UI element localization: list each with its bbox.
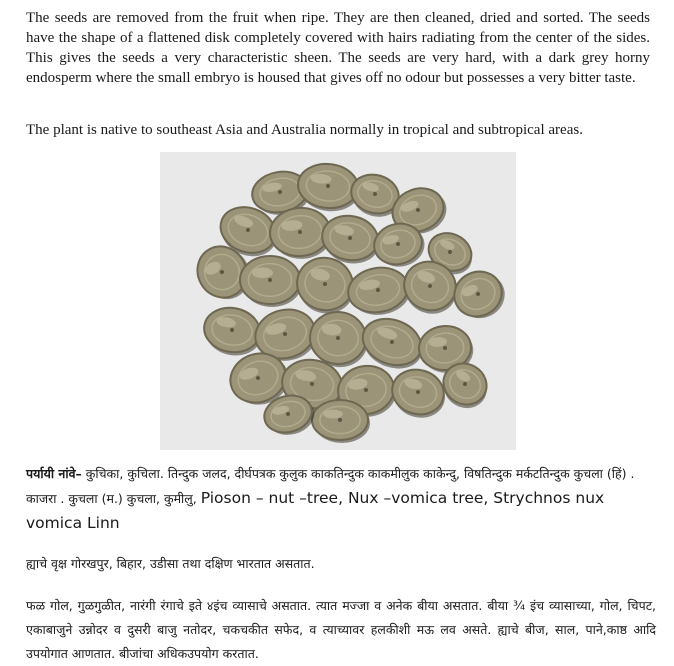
native-range-paragraph: The plant is native to southeast Asia and Australia normally in tropical and subtropical areas.: [26, 122, 583, 138]
nux-vomica-seeds-photo: [160, 152, 516, 450]
seed-description-paragraph: The seeds are removed from the fruit when ripe. They are then cleaned, dried and sorted. The seeds have the shape of a flattened disk completely covered with hairs radiating from the center of the sides. This gives the seeds a very characteristic sheen. The seeds are very hard, with a dark grey horny endosperm where the small embryo is housed that gives off no odour but possesses a very bitter taste.: [26, 10, 650, 86]
fruit-description-paragraph: फळ गोल, गुळगुळीत, नारंगी रंगाचे इते ४इंच व्यासाचे असतात. त्यात मज्जा व अनेक बीया असतात. बीया ¾ इंच व्यासाच्या, गोल, चिपट, एकाबाजुने उन्नोदर व दुसरी बाजु नतोदर, चकचकीत सफेद, व त्याच्यावर हलकीशी मऊ लव असते. ह्याचे बीज, साल, पाने,काष्ठ आदि उपयोगात आणतात. बीजांचा अधिकउपयोग करतात.: [26, 598, 656, 661]
synonyms-label: पर्यायी नांवे–: [26, 466, 82, 481]
habitat-paragraph: ह्याचे वृक्ष गोरखपुर, बिहार, उडीसा तथा दक्षिण भारतात असतात.: [26, 556, 315, 571]
synonyms-latin: Pioson – nut –tree, Nux –vomica tree, Strychnos nux vomica Linn: [26, 489, 605, 532]
synonyms-paragraph: [26, 462, 656, 536]
synonyms-text: कुचिका, कुचिला. तिन्दुक जलद, दीर्घपत्रक कुलुक काकतिन्दुक काकमीलुक काकेन्दु, विषतिन्दुक मर्कटतिन्दुक कुचला (हिं) . काजरा . कुचला (म.) कुचला, कुमीलु,: [26, 466, 635, 506]
